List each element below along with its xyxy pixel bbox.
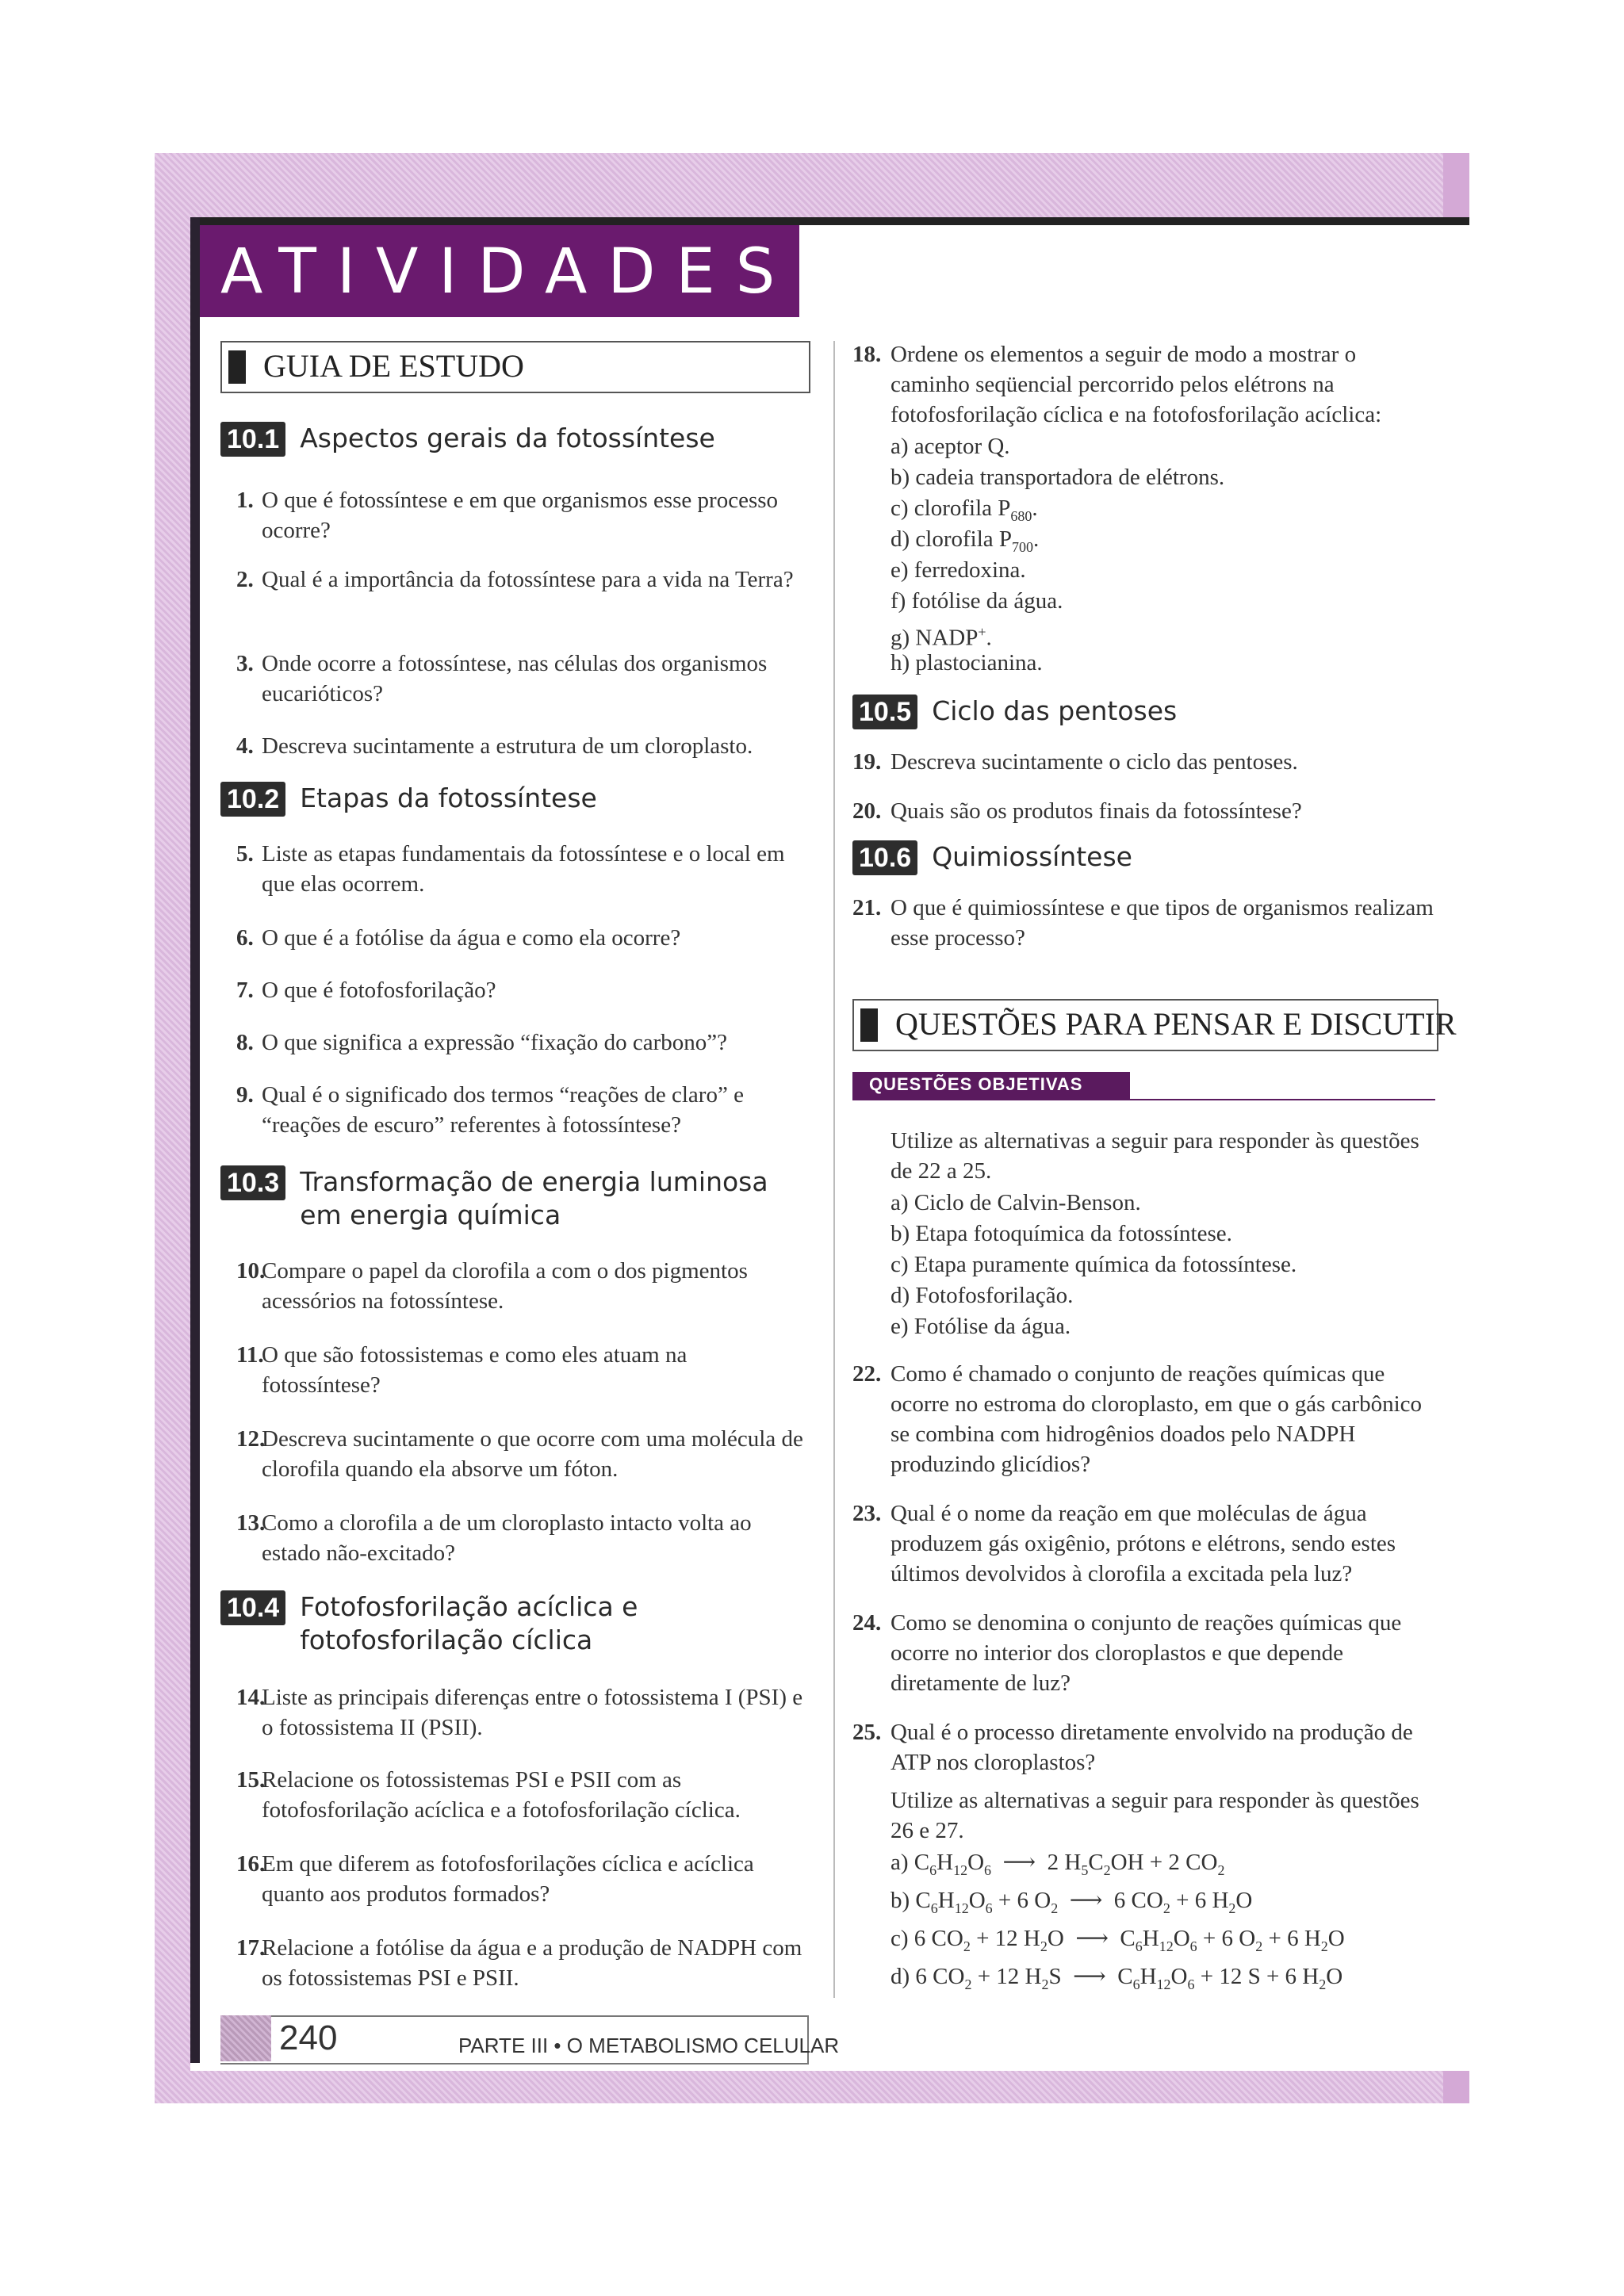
- question-19: [852, 747, 1439, 777]
- question-text: Relacione os fotossistemas PSI e PSII com as fotofosforilação acíclica e a fotofosforilação cíclica.: [262, 1767, 741, 1823]
- question-number: 3.: [236, 651, 254, 676]
- question-number: 9.: [236, 1082, 254, 1108]
- q18-option-f: f) fotólise da água.: [891, 588, 1063, 614]
- subsection-number: 10.1: [220, 422, 285, 457]
- question-23: [852, 1498, 1439, 1589]
- subsection-title: Transformação de energia luminosa em energia química: [300, 1166, 768, 1230]
- question-number: 2.: [236, 567, 254, 592]
- question-2: [236, 564, 807, 595]
- question-25: [852, 1717, 1439, 1777]
- intro-text: Utilize as alternativas a seguir para responder às questões de 22 a 25.: [891, 1128, 1419, 1184]
- question-16: [236, 1849, 807, 1909]
- question-8: [236, 1027, 807, 1058]
- question-10: [236, 1256, 807, 1316]
- column-divider: [833, 341, 835, 1998]
- question-number: 20.: [852, 798, 882, 824]
- question-4: [236, 731, 807, 761]
- question-text: Como a clorofila a de um cloroplasto intacto volta ao estado não-excitado?: [262, 1510, 752, 1566]
- subsection-number: 10.4: [220, 1590, 285, 1625]
- question-number: 15.: [236, 1767, 266, 1793]
- subsection-number: 10.2: [220, 782, 285, 817]
- subsection-10-4: [220, 1590, 807, 1657]
- question-text: O que significa a expressão “fixação do carbono”?: [262, 1030, 727, 1055]
- question-text: Descreva sucintamente a estrutura de um cloroplasto.: [262, 733, 753, 759]
- question-text: O que é quimiossíntese e que tipos de organismos realizam esse processo?: [891, 895, 1434, 951]
- intro-text: Utilize as alternativas a seguir para responder às questões 26 e 27.: [891, 1788, 1419, 1843]
- section-title: GUIA DE ESTUDO: [263, 348, 524, 384]
- equation-b: b) $C_6H_{12}O_6 + 6$ $O_2$ ⟶ 6 $CO_2 + 6$ $H_2O$: [891, 1888, 1253, 1916]
- option-text: g) NADP: [891, 625, 979, 651]
- subscript: 680: [1010, 507, 1032, 524]
- question-number: 6.: [236, 925, 254, 951]
- question-12: [236, 1424, 807, 1484]
- question-6: [236, 923, 807, 953]
- subsection-title: Quimiossíntese: [932, 841, 1132, 872]
- question-text: Compare o papel da clorofila a com o dos pigmentos acessórios na fotossíntese.: [262, 1258, 748, 1314]
- question-text: Descreva sucintamente o ciclo das pentoses.: [891, 749, 1298, 775]
- question-1: [236, 485, 807, 545]
- question-text: Relacione a fotólise da água e a produção de NADPH com os fotossistemas PSI e PSII.: [262, 1935, 802, 1991]
- question-text: Onde ocorre a fotossíntese, nas células dos organismos eucarióticos?: [262, 651, 768, 706]
- subsection-number: 10.3: [220, 1165, 285, 1200]
- subsection-title: Ciclo das pentoses: [932, 695, 1178, 726]
- running-head: PARTE III • O METABOLISMO CELULAR: [458, 2034, 840, 2057]
- option-22-25-e: e) Fotólise da água.: [891, 1314, 1071, 1339]
- question-text: Descreva sucintamente o que ocorre com uma molécula de clorofila quando ela absorve um fóton.: [262, 1426, 803, 1482]
- option-text: d) clorofila P: [891, 526, 1013, 552]
- section-discussion: [852, 999, 1457, 1051]
- question-number: 5.: [236, 841, 254, 867]
- subscript: 700: [1012, 538, 1034, 555]
- subsection-title: Aspectos gerais da fotossíntese: [300, 423, 715, 453]
- question-number: 19.: [852, 749, 882, 775]
- q18-option-a: a) aceptor Q.: [891, 434, 1010, 459]
- question-text: O que é fotossíntese e em que organismos esse processo ocorre?: [262, 488, 779, 543]
- q18-option-h: h) plastocianina.: [891, 650, 1043, 675]
- question-text: Liste as etapas fundamentais da fotossíntese e o local em que elas ocorrem.: [262, 841, 785, 897]
- question-9: [236, 1080, 807, 1140]
- subsection-10-6: [852, 840, 1439, 875]
- question-number: 13.: [236, 1510, 266, 1536]
- section-title: QUESTÕES PARA PENSAR E DISCUTIR: [895, 1006, 1457, 1042]
- subsection-title: Etapas da fotossíntese: [300, 783, 597, 813]
- question-text: O que é fotofosforilação?: [262, 978, 496, 1003]
- equation-d: d) 6 $CO_2 + 12$ $H_2S$ ⟶ $C_6H_{12}O_6 + 12$ S + 6 $H_2O$: [891, 1964, 1343, 1992]
- question-number: 11.: [236, 1342, 264, 1368]
- question-3: [236, 649, 807, 709]
- objective-label: QUESTÕES OBJETIVAS: [869, 1074, 1083, 1094]
- question-text: Como se denomina o conjunto de reações químicas que ocorre no interior dos cloroplastos e que depende diretamente de luz?: [891, 1610, 1402, 1696]
- question-text: Quais são os produtos finais da fotossíntese?: [891, 798, 1302, 824]
- option-22-25-a: a) Ciclo de Calvin-Benson.: [891, 1190, 1141, 1215]
- question-21: [852, 893, 1439, 953]
- subsection-10-3: [220, 1165, 807, 1232]
- question-number: 12.: [236, 1426, 266, 1452]
- section-marker: [860, 1008, 878, 1042]
- objective-rule: [852, 1099, 1435, 1100]
- question-number: 7.: [236, 978, 254, 1003]
- question-14: [236, 1682, 807, 1743]
- intro-22-25: [891, 1126, 1439, 1186]
- question-number: 16.: [236, 1851, 266, 1877]
- question-number: 24.: [852, 1610, 882, 1636]
- question-number: 22.: [852, 1361, 882, 1387]
- question-text: Qual é o nome da reação em que moléculas de água produzem gás oxigênio, prótons e elétrons, sendo estes últimos devolvidos à clorofila a excitada pela luz?: [891, 1501, 1396, 1586]
- option-22-25-c: c) Etapa puramente química da fotossíntese.: [891, 1252, 1297, 1277]
- question-22: [852, 1359, 1439, 1479]
- option-22-25-d: d) Fotofosforilação.: [891, 1283, 1074, 1308]
- question-18: [852, 339, 1439, 430]
- subsection-number: 10.5: [852, 695, 917, 729]
- intro-26-27: [891, 1785, 1439, 1846]
- subsection-10-1: [220, 422, 807, 457]
- subsection-10-2: [220, 782, 807, 817]
- question-number: 25.: [852, 1720, 882, 1745]
- section-marker: [228, 350, 246, 384]
- question-text: Ordene os elementos a seguir de modo a mostrar o caminho seqüencial percorrido pelos elétrons na fotofosforilação cíclica e na fotofosforilação acíclica:: [891, 342, 1382, 427]
- question-text: O que são fotossistemas e como eles atuam na fotossíntese?: [262, 1342, 688, 1398]
- q18-option-c: c) clorofila $P_{680}$.: [891, 496, 1038, 524]
- question-text: Liste as principais diferenças entre o fotossistema I (PSI) e o fotossistema II (PSII).: [262, 1685, 803, 1740]
- question-text: Qual é o significado dos termos “reações de claro” e “reações de escuro” referentes à fotossíntese?: [262, 1082, 744, 1138]
- question-11: [236, 1340, 807, 1400]
- option-22-25-b: b) Etapa fotoquímica da fotossíntese.: [891, 1221, 1232, 1246]
- question-24: [852, 1608, 1439, 1698]
- question-text: Como é chamado o conjunto de reações químicas que ocorre no estroma do cloroplasto, em que o gás carbônico se combina com hidrogênios doados pelo NADPH produzindo glicídios?: [891, 1361, 1423, 1477]
- subsection-number: 10.6: [852, 840, 917, 875]
- question-number: 23.: [852, 1501, 882, 1526]
- equation-c: c) 6 $CO_2 + 12$ $H_2O$ ⟶ $C_6H_{12}O_6 + 6$ $O_2 + 6$ $H_2O$: [891, 1926, 1345, 1954]
- section-study-guide: [220, 341, 810, 393]
- q18-option-g: g) NADP+.: [891, 624, 992, 651]
- question-15: [236, 1765, 807, 1825]
- subsection-10-5: [852, 695, 1439, 729]
- question-text: O que é a fotólise da água e como ela ocorre?: [262, 925, 681, 951]
- equation-a: a) $C_6H_{12}O_6$ ⟶ 2 $H_5C_2OH + 2$ $CO_2$: [891, 1850, 1225, 1878]
- page-number: 240: [279, 2019, 338, 2057]
- option-text: c) clorofila P: [891, 496, 1011, 521]
- page-left-rule: [190, 217, 200, 2063]
- question-number: 21.: [852, 895, 882, 920]
- question-13: [236, 1508, 807, 1568]
- question-text: Em que diferem as fotofosforilações cíclica e acíclica quanto aos produtos formados?: [262, 1851, 754, 1907]
- question-number: 14.: [236, 1685, 266, 1710]
- question-17: [236, 1933, 807, 1993]
- question-5: [236, 839, 807, 899]
- question-number: 4.: [236, 733, 254, 759]
- page-title: ATIVIDADES: [220, 236, 796, 308]
- footer-pattern: [220, 2015, 271, 2061]
- q18-option-b: b) cadeia transportadora de elétrons.: [891, 465, 1225, 490]
- q18-option-d: d) clorofila $P_{700}$.: [891, 526, 1040, 555]
- question-number: 10.: [236, 1258, 266, 1284]
- question-text: Qual é a importância da fotossíntese para a vida na Terra?: [262, 567, 794, 592]
- question-number: 1.: [236, 488, 254, 513]
- question-text: Qual é o processo diretamente envolvido na produção de ATP nos cloroplastos?: [891, 1720, 1413, 1775]
- question-number: 8.: [236, 1030, 254, 1055]
- question-7: [236, 975, 807, 1005]
- subsection-title: Fotofosforilação acíclica e fotofosforilação cíclica: [300, 1591, 638, 1655]
- superscript: +: [978, 624, 986, 640]
- question-number: 17.: [236, 1935, 266, 1961]
- question-number: 18.: [852, 342, 882, 367]
- q18-option-e: e) ferredoxina.: [891, 557, 1026, 583]
- question-20: [852, 796, 1439, 826]
